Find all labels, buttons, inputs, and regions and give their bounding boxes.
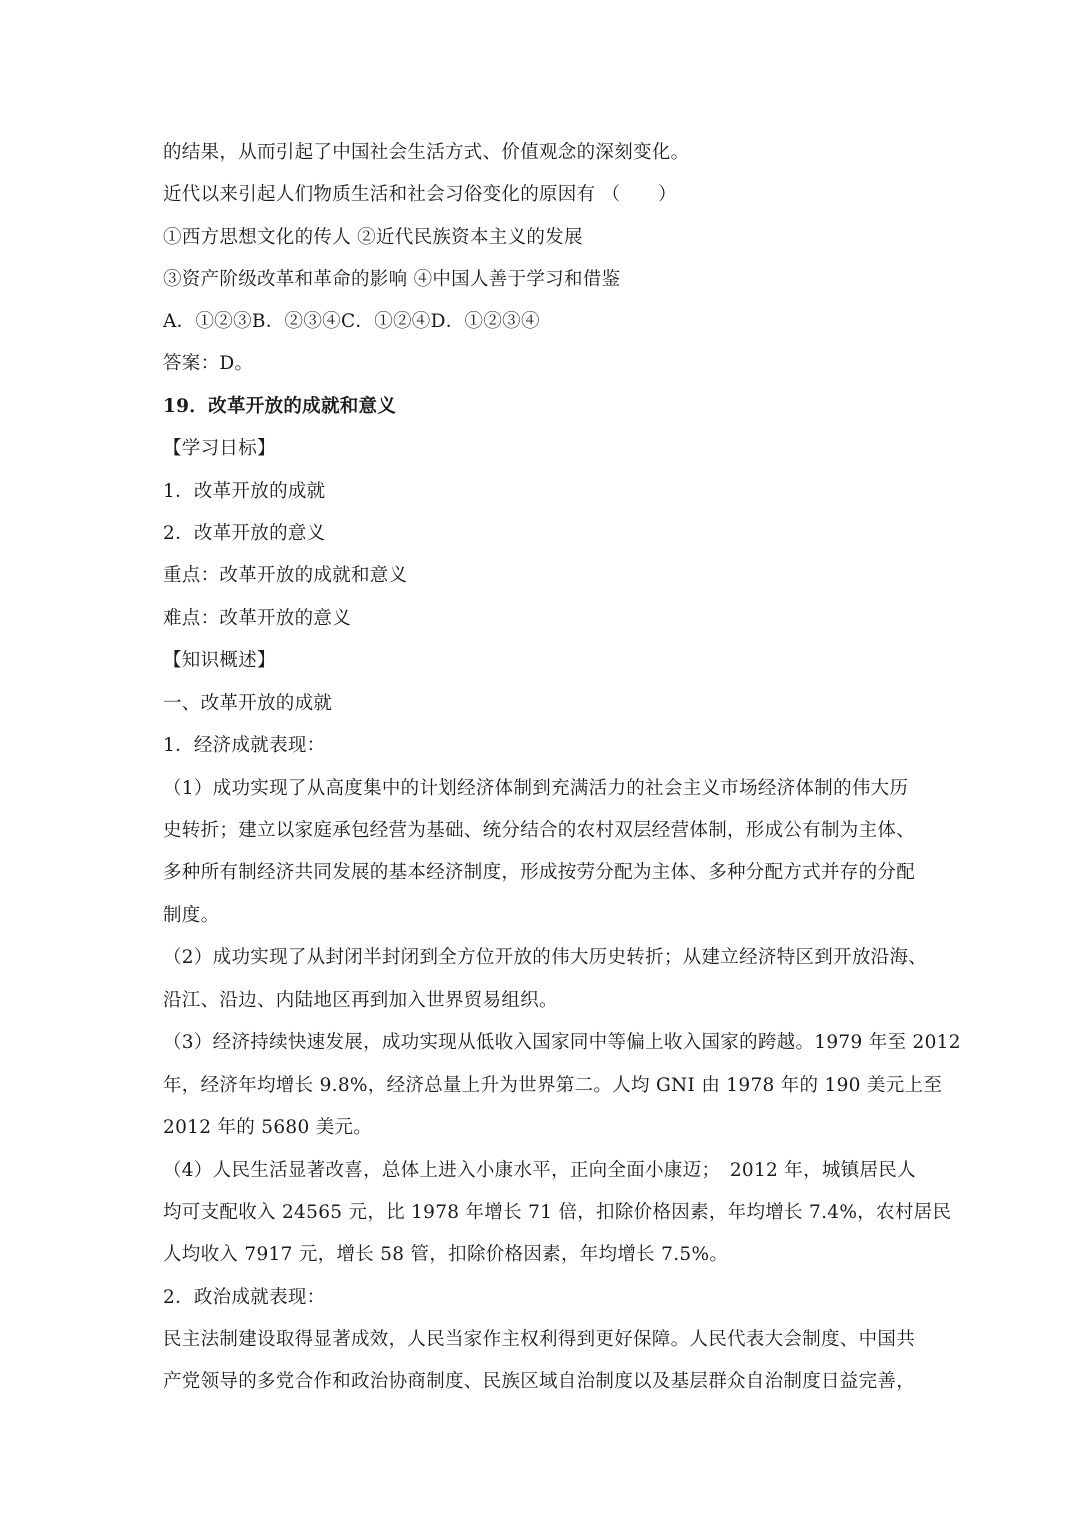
question-option-line: ①西方思想文化的传人 ②近代民族资本主义的发展 (163, 227, 583, 248)
paragraph-line: 民主法制建设取得显著成效，人民当家作主权利得到更好保障。人民代表大会制度、中国共 (163, 1329, 916, 1350)
paragraph-line: 沿江、沿边、内陆地区再到加入世界贸易组织。 (163, 990, 558, 1011)
difficult-point-line: 难点：改革开放的意义 (163, 608, 352, 629)
paragraph-line: 多种所有制经济共同发展的基本经济制度，形成按劳分配为主体、多种分配方式并存的分配 (163, 862, 916, 883)
list-item: 1．改革开放的成就 (163, 481, 326, 502)
paragraph-line: （3）经济持续快速发展，成功实现从低收入国家同中等偏上收入国家的跨越。1979 年至 2012 (163, 1032, 961, 1053)
paragraph-line: （2）成功实现了从封闭半封闭到全方位开放的伟大历史转折；从建立经济特区到开放沿海、 (163, 947, 928, 968)
part-heading: 一、改革开放的成就 (163, 693, 333, 714)
paragraph-line: 均可支配收入 24565 元，比 1978 年增长 71 倍，扣除价格因素，年均增长 7.4%，农村居民 (163, 1202, 952, 1223)
question-option-line: ③资产阶级改革和革命的影响 ④中国人善于学习和借鉴 (163, 269, 621, 290)
subsection-heading-learning-goals: 【学习日标】 (163, 438, 276, 459)
subsection-heading-knowledge-overview: 【知识概述】 (163, 650, 276, 671)
paragraph-line: 人均收入 7917 元，增长 58 管，扣除价格因素，年均增长 7.5%。 (163, 1244, 729, 1265)
question-stem: 近代以来引起人们物质生活和社会习俗变化的原因有 （ ） (163, 184, 677, 205)
answer-choices: A．①②③B．②③④C．①②④D．①②③④ (163, 311, 540, 332)
paragraph-line: （4）人民生活显著改喜，总体上进入小康水平，正向全面小康迈； 2012 年，城镇居民人 (163, 1160, 916, 1181)
section-heading: 19．改革开放的成就和意义 (163, 396, 397, 417)
paragraph-line: 制度。 (163, 905, 220, 926)
text-line: 的结果，从而引起了中国社会生活方式、价值观念的深刻变化。 (163, 142, 690, 163)
paragraph-line: 史转折；建立以家庭承包经营为基础、统分结合的农村双层经营体制，形成公有制为主体、 (163, 820, 916, 841)
answer-line: 答案：D。 (163, 353, 254, 374)
list-item: 1．经济成就表现： (163, 735, 326, 756)
key-point-line: 重点：改革开放的成就和意义 (163, 565, 408, 586)
list-item: 2．政治成就表现： (163, 1287, 326, 1308)
paragraph-line: 年，经济年均增长 9.8%，经济总量上升为世界第二。人均 GNI 由 1978 年的 190 美元上至 (163, 1075, 943, 1096)
list-item: 2．改革开放的意义 (163, 523, 326, 544)
paragraph-line: 2012 年的 5680 美元。 (163, 1117, 373, 1138)
paragraph-line: （1）成功实现了从高度集中的计划经济体制到充满活力的社会主义市场经济体制的伟大历 (163, 778, 909, 799)
paragraph-line: 产党领导的多党合作和政治协商制度、民族区域自治制度以及基层群众自治制度日益完善， (163, 1371, 916, 1392)
